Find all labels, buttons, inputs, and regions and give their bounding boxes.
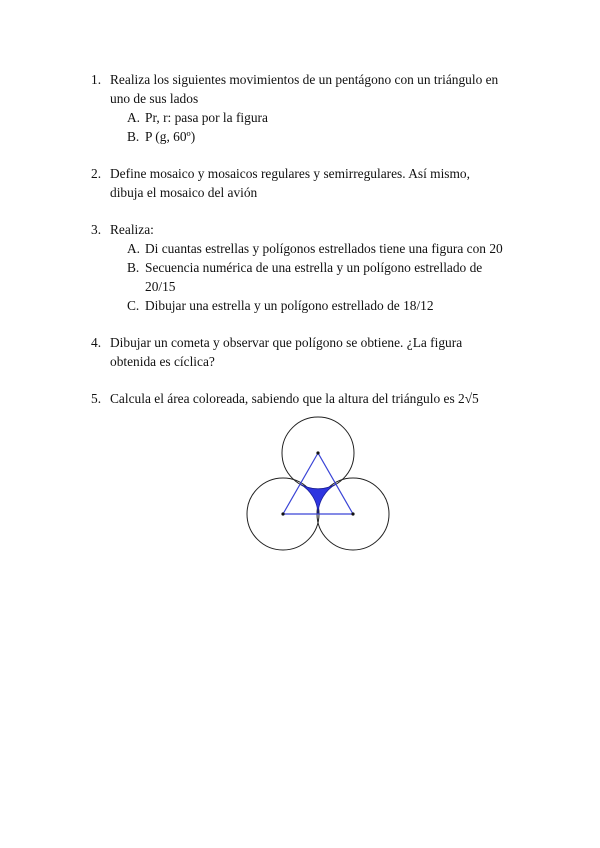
question-1-number: 1.	[91, 72, 102, 87]
question-3a-letter: A.	[127, 241, 141, 256]
question-3-text-line-1: Realiza:	[110, 222, 154, 237]
vertex-point-top	[316, 451, 319, 454]
question-4-text-line-2: obtenida es cíclica?	[110, 354, 215, 369]
question-4-number: 4.	[91, 335, 102, 350]
three-circles-triangle-figure	[244, 416, 392, 558]
question-2-text-line-1: Define mosaico y mosaicos regulares y semirregulares. Así mismo,	[110, 166, 470, 181]
question-1a-letter: A.	[127, 110, 141, 125]
question-1-text-line-1: Realiza los siguientes movimientos de un pentágono con un triángulo en	[110, 72, 499, 87]
question-1b-text: P (g, 60º)	[145, 129, 196, 144]
question-1a-text: Pr, r: pasa por la figura	[145, 110, 268, 125]
question-1-text-line-2: uno de sus lados	[110, 91, 199, 106]
question-5-number: 5.	[91, 391, 102, 406]
question-3b-text-line-1: Secuencia numérica de una estrella y un polígono estrellado de	[145, 260, 483, 275]
question-5-text: Calcula el área coloreada, sabiendo que la altura del triángulo es 2√5	[110, 391, 479, 406]
shaded-region	[300, 484, 336, 514]
question-3a-text: Di cuantas estrellas y polígonos estrellados tiene una figura con 20	[145, 241, 503, 256]
question-3b-text-line-2: 20/15	[145, 279, 176, 294]
question-3-number: 3.	[91, 222, 102, 237]
question-3b-letter: B.	[127, 260, 140, 275]
question-2-text-line-2: dibuja el mosaico del avión	[110, 185, 258, 200]
question-1b-letter: B.	[127, 129, 140, 144]
vertex-point-right	[351, 512, 354, 515]
question-3c-text: Dibujar una estrella y un polígono estrellado de 18/12	[145, 298, 434, 313]
question-4-text-line-1: Dibujar un cometa y observar que polígono se obtiene. ¿La figura	[110, 335, 463, 350]
vertex-point-left	[281, 512, 284, 515]
question-3c-letter: C.	[127, 298, 140, 313]
question-2-number: 2.	[91, 166, 102, 181]
